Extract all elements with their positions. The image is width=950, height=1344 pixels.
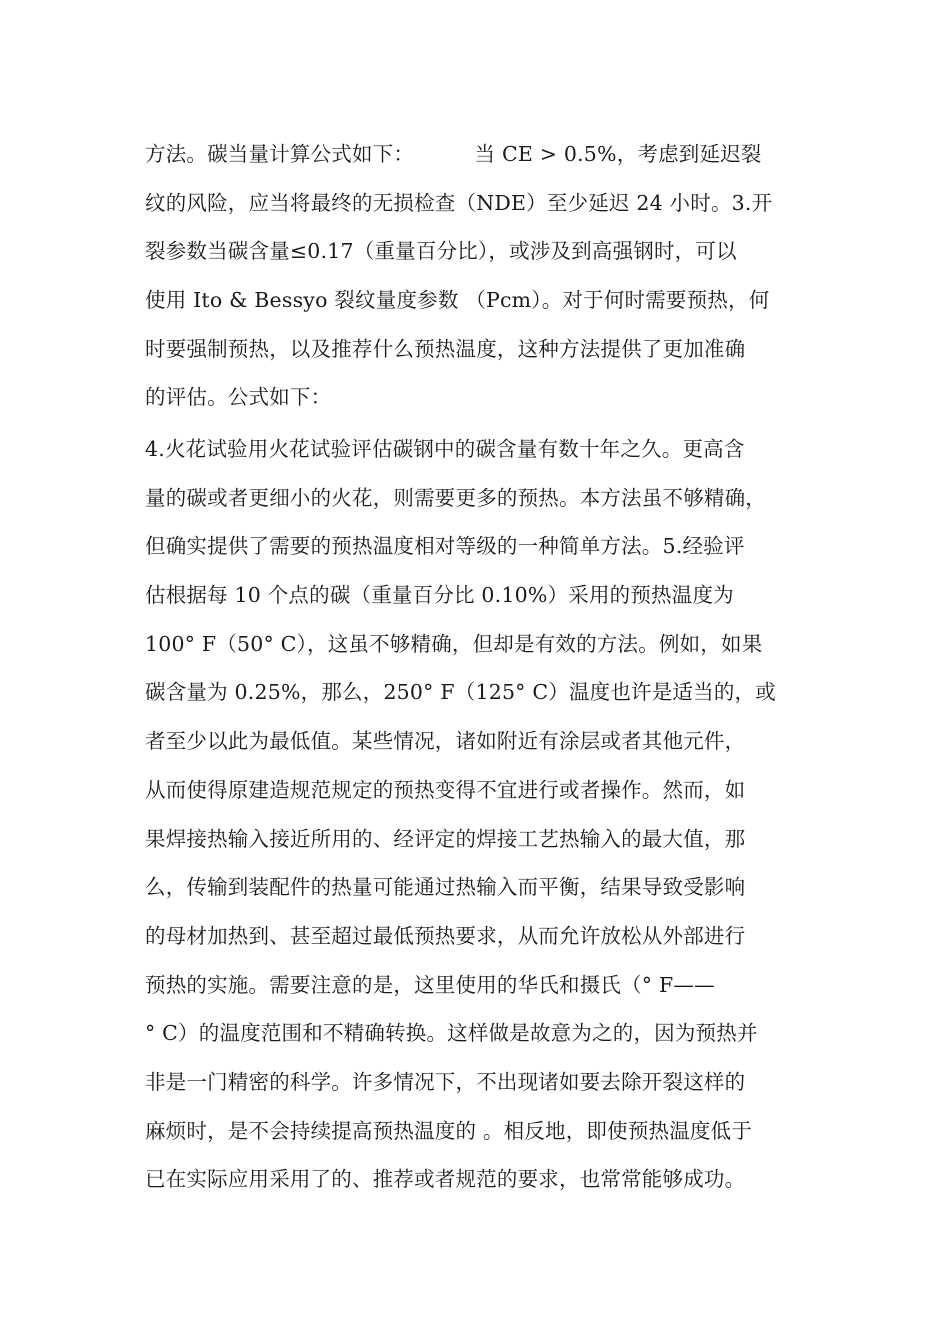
text-line: 100° F（50° C），这虽不够精确，但却是有效的方法。例如，如果 <box>145 631 763 656</box>
text-line: ° C）的温度范围和不精确转换。这样做是故意为之的，因为预热并 <box>145 1021 758 1046</box>
text-line: 预热的实施。需要注意的是，这里使用的华氏和摄氏（° F—— <box>145 972 715 997</box>
text-line: 已在实际应用采用了的、推荐或者规范的要求，也常常能够成功。 <box>145 1167 746 1192</box>
text-line: 从而使得原建造规范规定的预热变得不宜进行或者操作。然而，如 <box>145 777 746 802</box>
text-line: 方法。碳当量计算公式如下： 当 CE > 0.5%，考虑到延迟裂 <box>145 142 762 166</box>
text-line: 使用 Ito & Bessyo 裂纹量度参数 （Pcm）。对于何时需要预热，何 <box>145 288 770 313</box>
text-line: 么，传输到装配件的热量可能通过热输入而平衡，结果导致受影响 <box>145 875 746 900</box>
text-line: 非是一门精密的科学。许多情况下，不出现诸如要去除开裂这样的 <box>145 1069 746 1094</box>
text-line: 但确实提供了需要的预热温度相对等级的一种简单方法。5.经验评 <box>145 534 745 559</box>
text-line: 的母材加热到、甚至超过最低预热要求，从而允许放松从外部进行 <box>145 923 746 948</box>
text-line: 果焊接热输入接近所用的、经评定的焊接工艺热输入的最大值，那 <box>145 826 746 851</box>
paragraph-spark-test <box>145 425 825 1204</box>
text-line: 时要强制预热，以及推荐什么预热温度，这种方法提供了更加准确 <box>145 336 746 361</box>
text-line: 麻烦时，是不会持续提高预热温度的 。相反地，即使预热温度低于 <box>145 1118 753 1143</box>
text-line: 估根据每 10 个点的碳（重量百分比 0.10%）采用的预热温度为 <box>145 583 734 608</box>
text-line: 量的碳或者更细小的火花，则需要更多的预热。本方法虽不够精确， <box>145 485 766 510</box>
paragraph-carbon-equivalent <box>145 130 825 422</box>
text-line: 纹的风险，应当将最终的无损检查（NDE）至少延迟 24 小时。3.开 <box>145 190 773 215</box>
text-line: 4.火花试验用火花试验评估碳钢中的碳含量有数十年之久。更高含 <box>145 437 745 461</box>
text-line: 者至少以此为最低值。某些情况，诸如附近有涂层或者其他元件， <box>145 729 746 754</box>
text-line: 的评估。公式如下： <box>145 385 332 410</box>
text-line: 裂参数当碳含量≤0.17（重量百分比），或涉及到高强钢时，可以 <box>145 239 737 264</box>
text-line: 碳含量为 0.25%，那么，250° F（125° C）温度也许是适当的，或 <box>145 680 776 705</box>
